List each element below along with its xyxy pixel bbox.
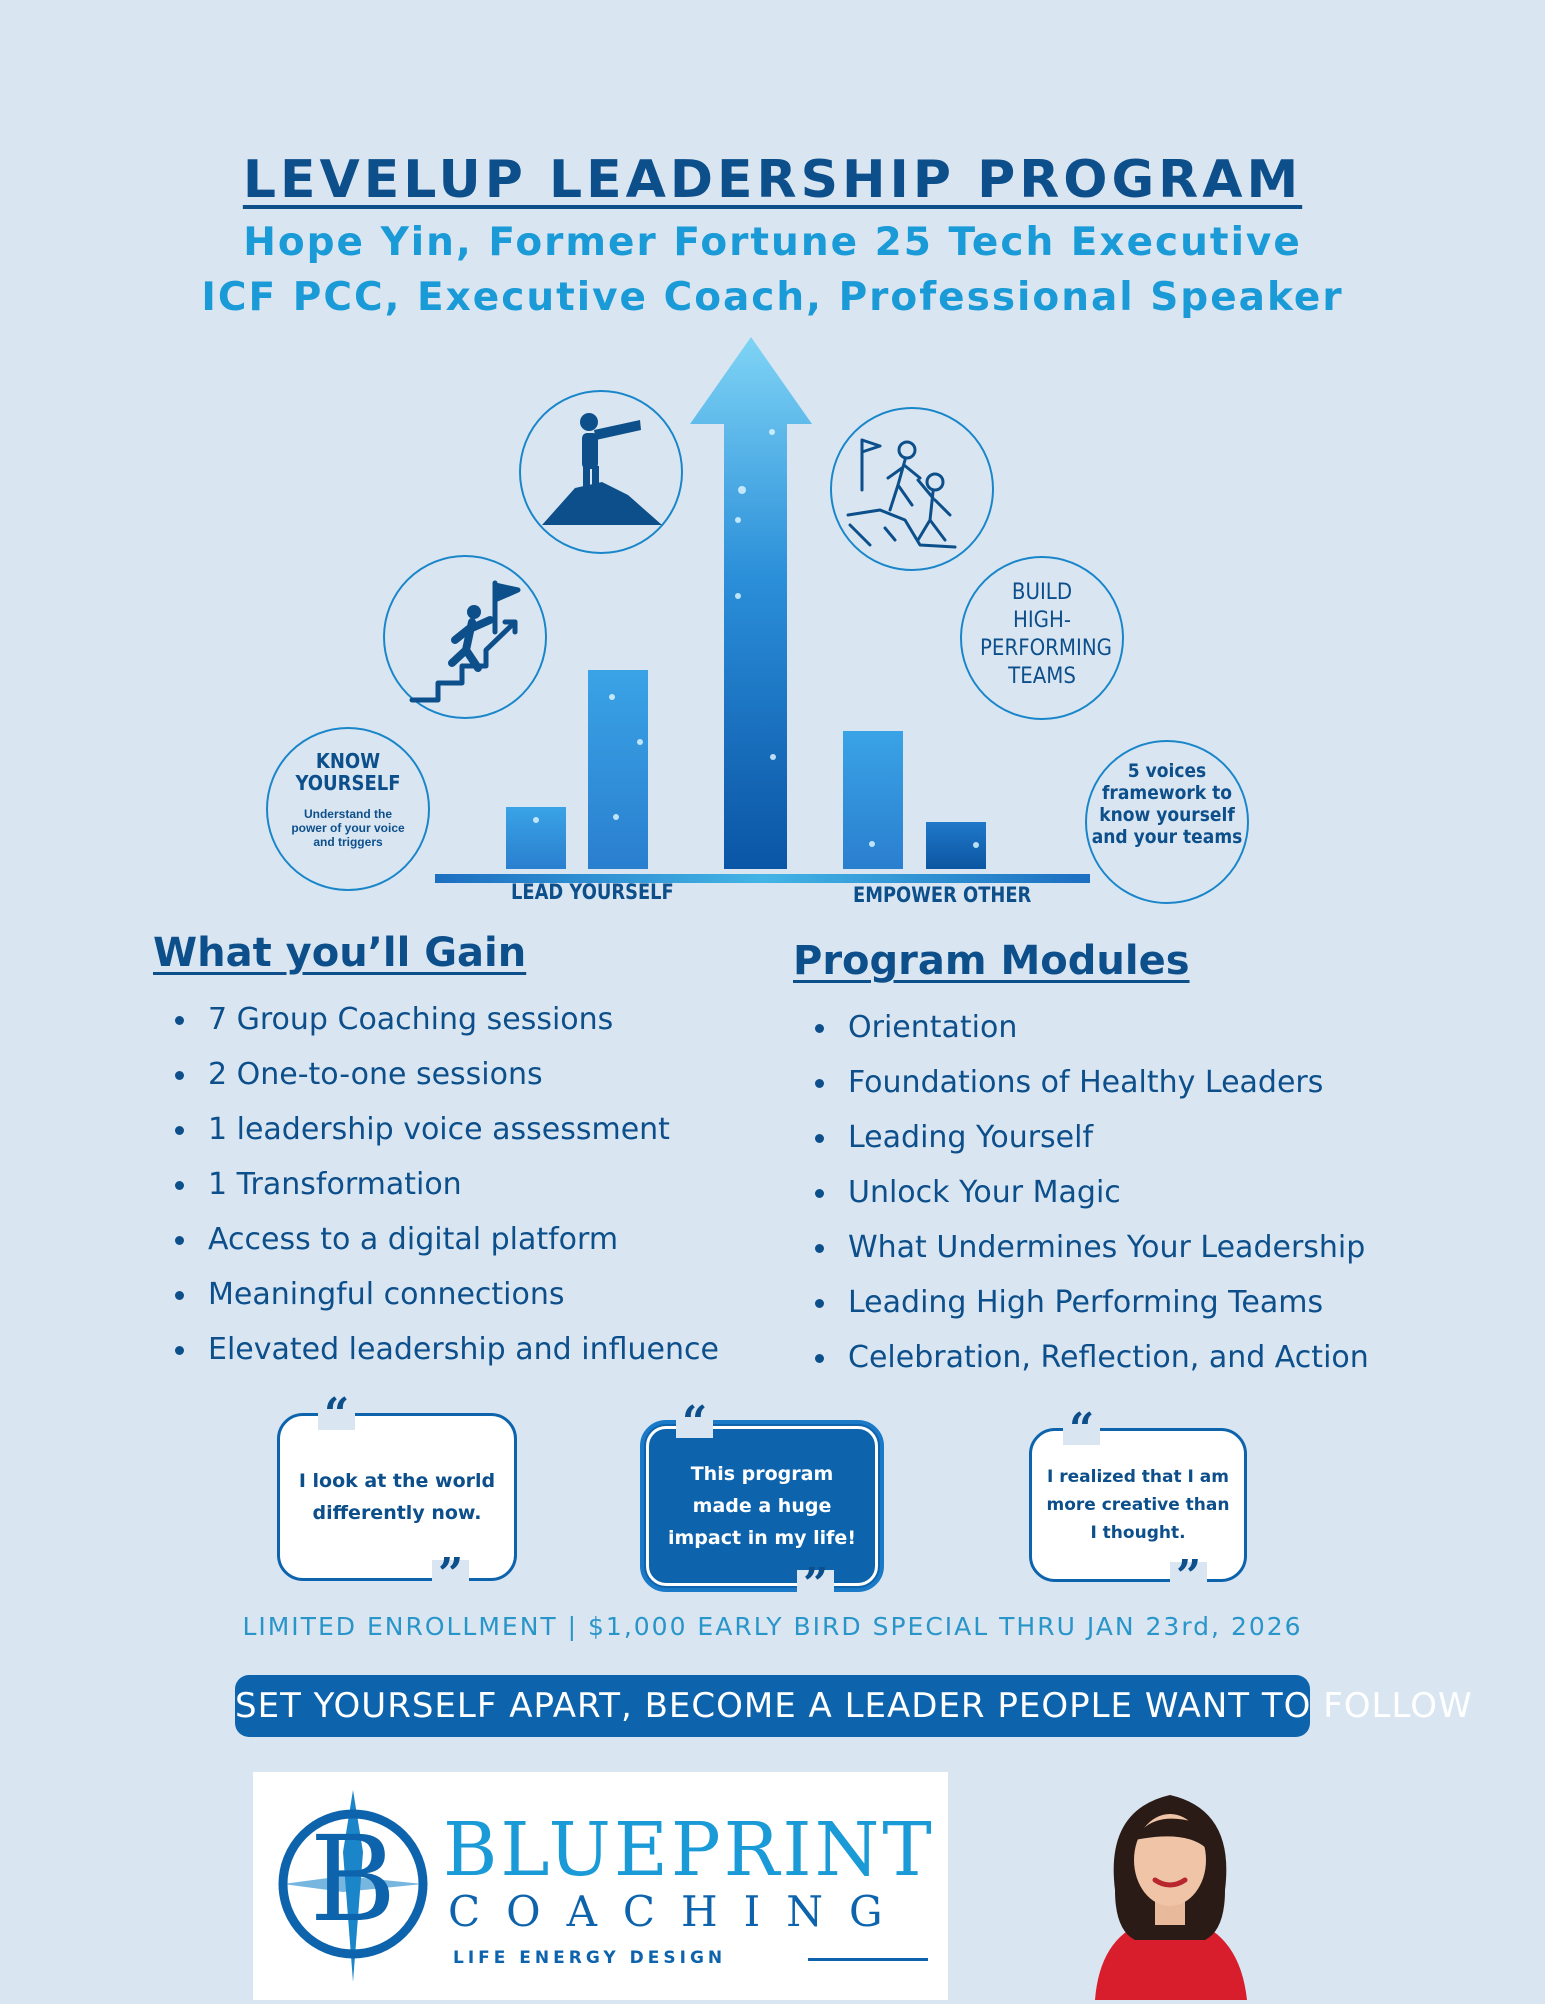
logo-rule: [808, 1958, 928, 1961]
quote-close-icon: ”: [432, 1560, 469, 1590]
list-item: Access to a digital platform: [153, 1212, 719, 1267]
circle-lookout: [520, 391, 682, 553]
list-item: 7 Group Coaching sessions: [153, 992, 719, 1047]
know-yourself-title: KNOW YOURSELF: [295, 749, 401, 795]
five-voices-label: 5 voices framework to know yourself and your teams: [1091, 760, 1243, 848]
subtitle-line-2: ICF PCC, Executive Coach, Professional Speaker: [201, 275, 1344, 320]
gain-list: [153, 992, 719, 1377]
axis-label-lead-yourself: LEAD YOURSELF: [511, 880, 674, 904]
list-item: 1 leadership voice assessment: [153, 1102, 719, 1157]
bar-4: [843, 731, 903, 869]
bar-2: [588, 670, 648, 869]
quote-close-icon: ”: [797, 1570, 834, 1600]
svg-text:B: B: [309, 1810, 397, 1948]
list-item: Leading High Performing Teams: [793, 1275, 1369, 1330]
compass-b-icon: [263, 1772, 443, 2000]
bar-1: [506, 807, 566, 869]
modules-heading: Program Modules: [793, 938, 1190, 984]
testimonial-card-2: [640, 1420, 884, 1592]
list-item: 2 One-to-one sessions: [153, 1047, 719, 1102]
helping-climb-icon: [848, 440, 955, 547]
testimonial-text: I look at the world differently now.: [298, 1470, 496, 1524]
logo-word-blueprint: BLUEPRINT: [443, 1807, 935, 1893]
list-item: Orientation: [793, 1000, 1369, 1055]
cta-banner[interactable]: SET YOURSELF APART, BECOME A LEADER PEOPLE WANT TO FOLLOW: [235, 1675, 1310, 1737]
growth-chart-graphic: [0, 320, 1545, 920]
growth-arrow: [690, 337, 812, 869]
telescope-lookout-icon: [542, 413, 662, 525]
modules-list: [793, 1000, 1369, 1385]
coach-portrait: [1075, 1770, 1265, 2000]
testimonial-text: This program made a huge impact in my life!: [668, 1463, 856, 1549]
testimonial-text: I realized that I am more creative than I thought.: [1046, 1467, 1230, 1543]
climbing-stairs-icon: [412, 583, 518, 700]
blueprint-coaching-logo: [253, 1772, 948, 2000]
subtitle-line-1: Hope Yin, Former Fortune 25 Tech Executive: [243, 220, 1302, 265]
enrollment-note: LIMITED ENROLLMENT | $1,000 EARLY BIRD SPECIAL THRU JAN 23rd, 2026: [242, 1612, 1303, 1641]
testimonial-card-3: [1029, 1428, 1247, 1582]
list-item: Elevated leadership and influence: [153, 1322, 719, 1377]
portrait-illustration: [1075, 1770, 1265, 2000]
page-title: LEVELUP LEADERSHIP PROGRAM: [242, 150, 1303, 210]
list-item: Leading Yourself: [793, 1110, 1369, 1165]
circle-teamwork: [831, 408, 993, 570]
list-item: Foundations of Healthy Leaders: [793, 1055, 1369, 1110]
growth-diagram: [0, 320, 1545, 920]
list-item: 1 Transformation: [153, 1157, 719, 1212]
list-item: Celebration, Reflection, and Action: [793, 1330, 1369, 1385]
quote-open-icon: “: [1063, 1415, 1100, 1445]
quote-close-icon: ”: [1170, 1562, 1207, 1592]
logo-tagline: LIFE ENERGY DESIGN: [453, 1948, 727, 1968]
gain-heading: What you’ll Gain: [153, 930, 527, 976]
build-teams-label: BUILD HIGH-PERFORMING TEAMS: [980, 580, 1112, 689]
list-item: Meaningful connections: [153, 1267, 719, 1322]
testimonial-card-1: [277, 1413, 517, 1581]
know-yourself-description: Understand the power of your voice and triggers: [291, 807, 405, 849]
quote-open-icon: “: [676, 1408, 713, 1438]
logo-word-coaching: COACHING: [448, 1887, 909, 1936]
axis-label-empower-other: EMPOWER OTHER: [853, 883, 1032, 907]
list-item: What Undermines Your Leadership: [793, 1220, 1369, 1275]
list-item: Unlock Your Magic: [793, 1165, 1369, 1220]
quote-open-icon: “: [318, 1400, 355, 1430]
